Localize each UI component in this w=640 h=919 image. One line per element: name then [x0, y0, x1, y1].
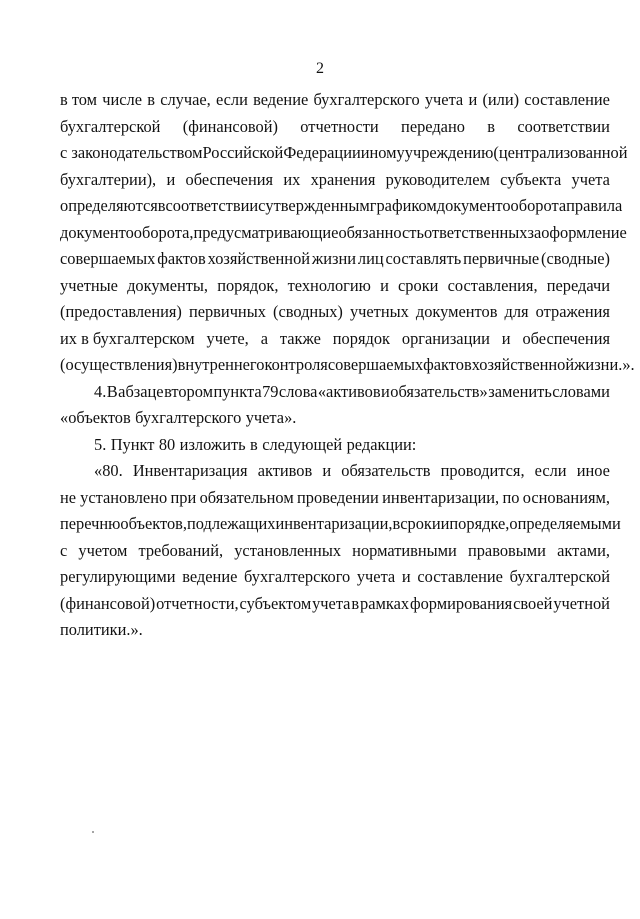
word: иному: [360, 143, 405, 162]
word: формирования: [409, 593, 513, 613]
text-line: [60, 167, 610, 194]
word: иное: [576, 461, 610, 480]
word: с: [258, 196, 266, 215]
text-line: [60, 379, 610, 406]
word: соответствии: [165, 196, 259, 215]
word: числе: [102, 90, 143, 109]
word: первичные: [463, 249, 540, 268]
word: и: [468, 90, 478, 109]
word: учета: [356, 567, 396, 586]
word: Пункт: [110, 434, 155, 454]
text-line: [60, 114, 610, 141]
word: не установлено: [60, 487, 168, 507]
word: и: [440, 514, 450, 533]
word: отражения: [535, 302, 610, 321]
word: утвержденным: [265, 196, 370, 215]
word: слова: [278, 381, 318, 401]
word: их в бухгалтерском: [60, 328, 195, 348]
word: учета: [571, 169, 610, 189]
word: (сводных): [273, 302, 343, 321]
word: фактов: [157, 249, 206, 268]
word: бухгалтерского: [244, 567, 351, 586]
word: Инвентаризация: [132, 461, 248, 480]
word: составлять: [385, 249, 462, 268]
word: учета: [312, 593, 351, 613]
text-line: [60, 246, 610, 273]
word: передано: [401, 116, 465, 136]
word: заменить: [488, 381, 552, 401]
word: 79: [262, 381, 279, 401]
word: «80.: [94, 461, 123, 480]
word: инвентаризации,: [275, 514, 393, 533]
text-line: [60, 299, 610, 326]
word: обязательном: [199, 487, 294, 507]
word: составления,: [447, 275, 538, 295]
word: обязанность: [338, 222, 424, 242]
word: подлежащих: [186, 514, 276, 533]
word: жизни.».: [574, 355, 635, 374]
text-line: [60, 352, 635, 379]
word: субъектом: [239, 593, 312, 613]
text-line: [60, 538, 610, 565]
word: соответствии: [517, 116, 610, 136]
word: передачи: [546, 275, 610, 295]
word: втором: [164, 381, 213, 401]
word: обеспечения: [522, 328, 610, 348]
text-line: [60, 564, 610, 591]
word: и: [501, 328, 511, 348]
word: ведение: [253, 90, 309, 109]
word: документы,: [127, 275, 209, 295]
word: своей: [513, 593, 553, 613]
word: бухгалтерской: [60, 116, 161, 136]
word: и: [380, 275, 389, 295]
word: если: [215, 90, 248, 109]
word: актами,: [557, 540, 610, 560]
word: правовыми: [467, 540, 546, 560]
word: сроки: [400, 514, 441, 533]
word: внутреннего: [177, 355, 265, 374]
word: основаниям,: [522, 487, 610, 507]
word: и: [166, 169, 176, 189]
word: обязательств»: [390, 381, 488, 401]
word: в том: [60, 90, 98, 109]
word: учете,: [206, 328, 249, 348]
word: и: [401, 567, 411, 586]
word: бухгалтерской: [509, 567, 610, 586]
word: порядке,: [449, 514, 510, 533]
text-line: [60, 87, 610, 114]
word: субъекта: [500, 169, 562, 189]
word: бухгалтерского: [135, 408, 242, 427]
word: технологию: [287, 275, 371, 295]
word: а: [260, 328, 268, 348]
word: в: [147, 90, 155, 109]
word: документооборота: [436, 196, 567, 215]
word: учетных: [349, 302, 409, 321]
text-line: [60, 458, 610, 485]
word: (сводные): [541, 249, 610, 268]
word: для: [504, 302, 529, 321]
word: учетные: [60, 275, 118, 295]
word: организации: [401, 328, 490, 348]
word: совершаемых: [60, 249, 156, 268]
word: обеспечения: [185, 169, 274, 189]
word: составление: [524, 90, 610, 109]
word: (централизованной: [493, 143, 628, 162]
text-line: [60, 193, 623, 220]
word: хозяйственной: [471, 355, 575, 374]
word: бухгалтерского: [313, 90, 420, 109]
word: в: [351, 593, 360, 613]
word: рамках: [360, 593, 410, 613]
page-number: 2: [316, 60, 324, 77]
text-line: [60, 140, 628, 167]
text-line: [60, 220, 627, 247]
word: пункта: [213, 381, 262, 401]
word: ответственных: [423, 222, 528, 242]
word: их: [283, 169, 301, 189]
word: в: [487, 116, 496, 136]
word: жизни: [311, 249, 357, 268]
word: хозяйственной: [207, 249, 311, 268]
text-line: [60, 432, 610, 459]
text-line: [60, 591, 610, 618]
word: по: [502, 487, 520, 507]
word: совершаемых: [327, 355, 424, 374]
word: установленных: [234, 540, 342, 560]
word: Федерации: [283, 143, 361, 162]
word: отчетности,: [156, 593, 239, 613]
word: и: [381, 381, 390, 401]
word: также: [279, 328, 321, 348]
word: ведение: [182, 567, 238, 586]
word: документооборота,: [60, 222, 194, 242]
word: (осуществления): [60, 355, 178, 374]
word: учреждению: [404, 143, 494, 162]
word: требований,: [138, 540, 224, 560]
word: определяются: [60, 196, 158, 215]
scan-speck: [92, 831, 94, 833]
text-line: [60, 326, 610, 353]
word: учета: [424, 90, 464, 109]
word: (финансовой): [60, 593, 156, 613]
word: 80: [158, 434, 176, 454]
word: отчетности: [300, 116, 379, 136]
word: учета».: [245, 408, 297, 427]
word: проведении: [297, 487, 379, 507]
word: порядок,: [217, 275, 279, 295]
word: в: [392, 514, 401, 533]
word: лиц: [357, 249, 384, 268]
word: фактов: [423, 355, 472, 374]
word: учетной: [553, 593, 610, 613]
word: объектов,: [120, 514, 187, 533]
word: (финансовой): [182, 116, 278, 136]
word: политики.».: [60, 620, 143, 639]
word: графиком: [369, 196, 437, 215]
word: абзаце: [118, 381, 164, 401]
word: Российской: [202, 143, 284, 162]
word: оформление: [541, 222, 627, 242]
word: активов: [257, 461, 313, 480]
word: изложить: [179, 434, 246, 454]
word: словами: [552, 381, 610, 401]
word: следующей: [262, 434, 343, 454]
word: в: [250, 434, 258, 454]
word: первичных: [188, 302, 266, 321]
word: проводится,: [440, 461, 525, 480]
word: составление: [417, 567, 503, 586]
text-line: [60, 405, 610, 432]
word: документов: [415, 302, 498, 321]
text-line: [60, 617, 610, 644]
word: сроки: [398, 275, 439, 295]
word: В: [106, 381, 118, 401]
word: с: [60, 540, 68, 560]
word: если: [534, 461, 567, 480]
word: «активов: [317, 381, 381, 401]
word: обязательств: [341, 461, 431, 480]
word: «объектов: [60, 408, 131, 427]
word: предусматривающие: [193, 222, 339, 242]
word: (предоставления): [60, 302, 182, 321]
word: определяемыми: [509, 514, 621, 533]
text-line: [60, 511, 621, 538]
word: и: [322, 461, 332, 480]
word: правила: [566, 196, 623, 215]
word: порядок: [332, 328, 390, 348]
word: в: [157, 196, 166, 215]
document-body: [60, 87, 635, 644]
word: регулирующими: [60, 567, 176, 586]
word: контроля: [264, 355, 328, 374]
word: учетом: [78, 540, 128, 560]
word: 5.: [94, 434, 107, 454]
word: перечню: [60, 514, 121, 533]
word: инвентаризации,: [382, 487, 500, 507]
word: бухгалтерии),: [60, 169, 157, 189]
word: с законодательством: [60, 143, 203, 162]
word: за: [527, 222, 542, 242]
word: редакции:: [346, 434, 417, 454]
word: случае,: [160, 90, 211, 109]
word: при: [170, 487, 197, 507]
word: хранения: [310, 169, 376, 189]
text-line: [60, 273, 610, 300]
word: (или): [482, 90, 520, 109]
word: нормативными: [352, 540, 457, 560]
word: 4.: [94, 381, 107, 401]
word: руководителем: [385, 169, 490, 189]
text-line: [60, 485, 610, 512]
